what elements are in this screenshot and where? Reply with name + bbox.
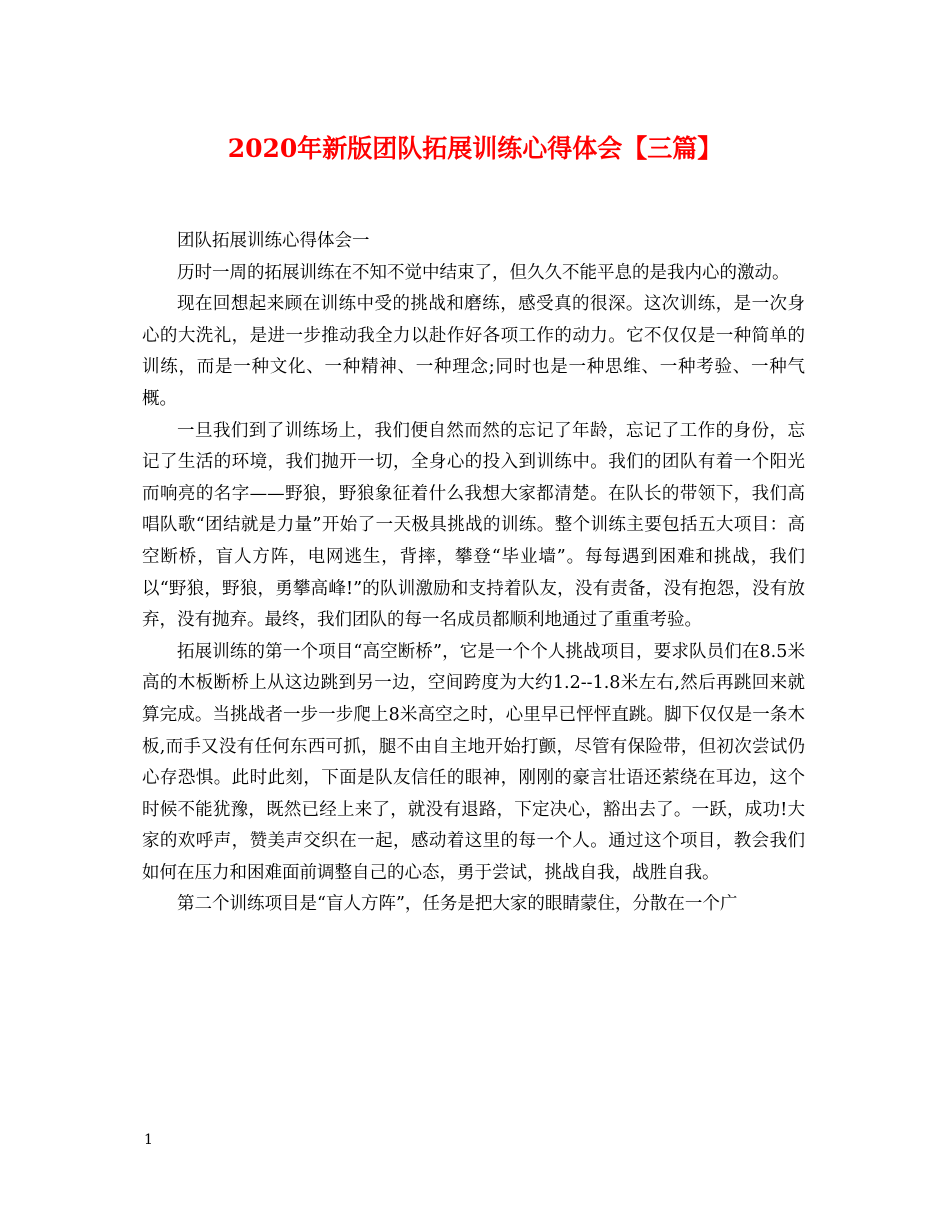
document-title: 2020年新版团队拓展训练心得体会【三篇】 [227,134,723,163]
paragraph: 现在回想起来顾在训练中受的挑战和磨练，感受真的很深。这次训练，是一次身心的大洗礼，是进一步推动我全力以赴作好各项工作的动力。它不仅仅是一种简单的训练，而是一种文化、一种精神、一种理念;同时也是一种思维、一种考验、一种气概。 [142,294,805,409]
page-number: 1 [144,1132,153,1148]
paragraph: 一旦我们到了训练场上，我们便自然而然的忘记了年龄，忘记了工作的身份，忘记了生活的环境，我们抛开一切，全身心的投入到训练中。我们的团队有着一个阳光而响亮的名字——野狼，野狼象征着什么我想大家都清楚。在队长的带领下，我们高唱队歌“团结就是力量”开始了一天极具挑战的训练。整个训练主要包括五大项目：高空断桥，盲人方阵，电网逃生，背摔，攀登“毕业墙”。每每遇到困难和挑战，我们以“野狼，野狼，勇攀高峰!”的队训激励和支持着队友，没有责备，没有抱怨，没有放弃，没有抛弃。最终，我们团队的每一名成员都顺利地通过了重重考验。 [142,420,805,631]
paragraph: 历时一周的拓展训练在不知不觉中结束了，但久久不能平息的是我内心的激动。 [177,262,790,283]
document-body [142,226,805,921]
section-heading: 团队拓展训练心得体会一 [177,231,370,251]
paragraph: 拓展训练的第一个项目“高空断桥”，它是一个个人挑战项目，要求队员们在8.5米高的木板断桥上从这边跳到另一边，空间跨度为大约1.2--1.8米左右,然后再跳回来就算完成。当挑战者一步一步爬上8米高空之时，心里早已怦怦直跳。脚下仅仅是一条木板,而手又没有任何东西可抓，腿不由自主地开始打颤，尽管有保险带，但初次尝试仍心存恐惧。此时此刻，下面是队友信任的眼神，刚刚的豪言壮语还萦绕在耳边，这个时候不能犹豫，既然已经上来了，就没有退路，下定决心，豁出去了。一跃，成功!大家的欢呼声，赞美声交织在一起，感动着这里的每一个人。通过这个项目，教会我们如何在压力和困难面前调整自己的心态，勇于尝试，挑战自我，战胜自我。 [142,641,805,883]
paragraph: 第二个训练项目是“盲人方阵”，任务是把大家的眼睛蒙住，分散在一个广 [177,894,738,915]
